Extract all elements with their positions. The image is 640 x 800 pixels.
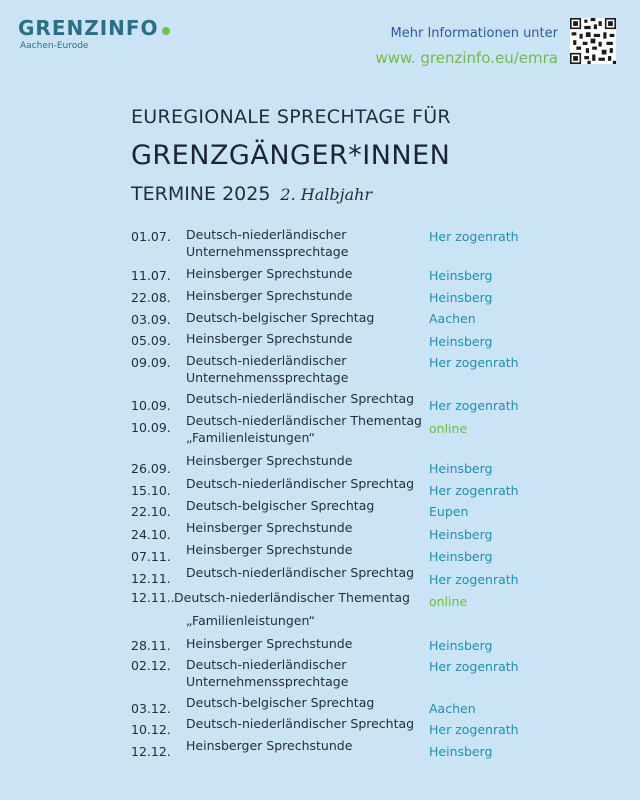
row-date: 05.09. — [131, 333, 171, 348]
row-date: 02.12. — [131, 658, 171, 673]
row-title: Deutsch-belgischer Sprechtag — [186, 310, 375, 325]
row-title: Deutsch-niederländischer Unternehmenssprechtage — [186, 353, 349, 385]
row-date: 01.07. — [131, 229, 171, 244]
row-date: 22.10. — [131, 504, 171, 519]
row-location: Heinsberg — [429, 549, 493, 564]
row-date: 10.09. — [131, 398, 171, 413]
row-title-continued: „Familienleistungen“ — [186, 613, 315, 628]
row-location: Her zogenrath — [429, 483, 519, 498]
row-location: Aachen — [429, 311, 476, 326]
row-date: 09.09. — [131, 355, 171, 370]
row-date: 12.11. — [131, 571, 171, 586]
row-location: Her zogenrath — [429, 229, 519, 244]
row-location: Heinsberg — [429, 744, 493, 759]
row-title: Deutsch-niederländischer Sprechtag — [186, 391, 415, 406]
row-location: Aachen — [429, 701, 476, 716]
row-location: Heinsberg — [429, 527, 493, 542]
row-date: 03.12. — [131, 701, 171, 716]
row-location: Heinsberg — [429, 638, 493, 653]
row-location: Eupen — [429, 504, 469, 519]
row-date: 07.11. — [131, 549, 171, 564]
row-date: 12.11.. — [131, 590, 175, 605]
row-date: 10.09. — [131, 420, 171, 435]
row-date: 24.10. — [131, 527, 171, 542]
row-title: Heinsberger Sprechstunde — [186, 266, 353, 281]
row-location: Heinsberg — [429, 290, 493, 305]
row-title: Heinsberger Sprechstunde — [186, 288, 353, 303]
row-location: Her zogenrath — [429, 722, 519, 737]
heading-halbjahr: 2. Halbjahr — [280, 185, 373, 204]
row-title: Heinsberger Sprechstunde — [186, 636, 353, 651]
row-title: Deutsch-niederländischer Thementag — [174, 590, 410, 605]
row-date: 15.10. — [131, 483, 171, 498]
row-title: Heinsberger Sprechstunde — [186, 542, 353, 557]
row-location: online — [429, 421, 468, 436]
row-title: Deutsch-niederländischer Thementag „Familienleistungen“ — [186, 413, 422, 445]
row-title: Heinsberger Sprechstunde — [186, 331, 353, 346]
row-date: 11.07. — [131, 268, 171, 283]
row-date: 03.09. — [131, 312, 171, 327]
row-title: Deutsch-niederländischer Unternehmenssprechtage — [186, 227, 349, 259]
info-line: Mehr Informationen unter — [390, 26, 558, 41]
row-date: 28.11. — [131, 638, 171, 653]
row-location: Heinsberg — [429, 268, 493, 283]
row-location: Her zogenrath — [429, 659, 519, 674]
row-title: Deutsch-niederländischer Sprechtag — [186, 716, 415, 731]
logo-subtitle: Aachen-Eurode — [20, 41, 89, 51]
heading-line-2: GRENZGÄNGER*INNEN — [131, 140, 451, 171]
info-url-link[interactable]: www. grenzinfo.eu/emra — [375, 49, 558, 67]
heading-line-1: EUREGIONALE SPRECHTAGE FÜR — [131, 106, 451, 128]
logo-wordmark: GRENZINFO — [18, 16, 159, 40]
row-title: Heinsberger Sprechstunde — [186, 738, 353, 753]
row-location: Heinsberg — [429, 461, 493, 476]
row-title: Deutsch-niederländischer Sprechtag — [186, 565, 415, 580]
row-location: Her zogenrath — [429, 398, 519, 413]
row-date: 12.12. — [131, 744, 171, 759]
row-location: Her zogenrath — [429, 355, 519, 370]
row-date: 22.08. — [131, 290, 171, 305]
row-title: Heinsberger Sprechstunde — [186, 453, 353, 468]
row-title: Deutsch-belgischer Sprechtag — [186, 695, 375, 710]
row-location: Heinsberg — [429, 334, 493, 349]
row-title: Heinsberger Sprechstunde — [186, 520, 353, 535]
row-date: 26.09. — [131, 461, 171, 476]
row-title: Deutsch-niederländischer Unternehmenssprechtage — [186, 657, 349, 689]
row-location: online — [429, 594, 468, 609]
row-location: Her zogenrath — [429, 572, 519, 587]
row-title: Deutsch-belgischer Sprechtag — [186, 498, 375, 513]
heading-termine: TERMINE 2025 — [131, 183, 271, 205]
row-title: Deutsch-niederländischer Sprechtag — [186, 476, 415, 491]
row-date: 10.12. — [131, 722, 171, 737]
